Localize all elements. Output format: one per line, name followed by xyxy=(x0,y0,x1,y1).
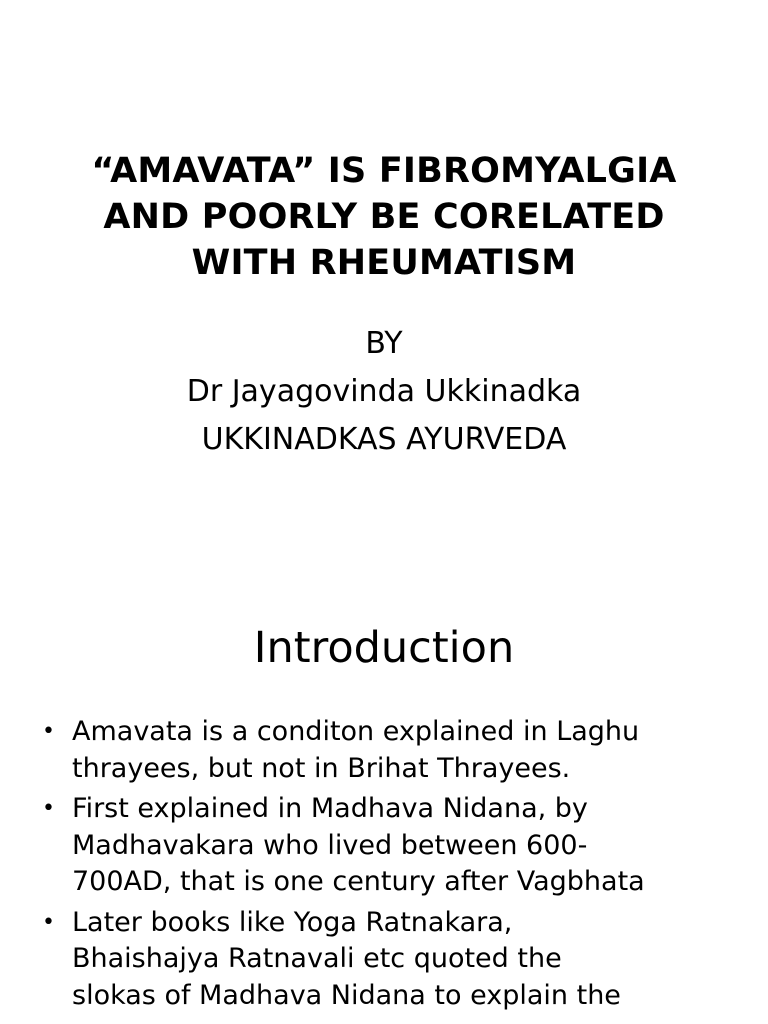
bullet-1-line-2: thrayees, but not in Brihat Thrayees. xyxy=(72,752,571,784)
introduction-slide xyxy=(0,576,768,1024)
bullet-list xyxy=(42,714,732,1018)
bullet-3-line-1: Later books like Yoga Ratnakara, xyxy=(72,906,513,938)
bullet-icon: • xyxy=(42,909,55,935)
bullet-icon: • xyxy=(42,796,55,821)
bullet-item-3 xyxy=(42,905,732,1015)
section-heading: Introduction xyxy=(253,623,515,673)
bullet-icon: • xyxy=(42,719,55,744)
bullet-2-line-2: Madhavakara who lived between 600- xyxy=(72,829,588,861)
bullet-item-1 xyxy=(42,714,732,787)
bullet-1-line-1: Amavata is a conditon explained in Laghu xyxy=(72,716,640,747)
author-name: Dr Jayagovinda Ukkinadka xyxy=(186,374,582,409)
subtitle-by: BY xyxy=(365,326,403,361)
bullet-2-line-1: First explained in Madhava Nidana, by xyxy=(72,793,588,824)
organization-name: UKKINADKAS AYURVEDA xyxy=(201,422,567,457)
slide-subtitle xyxy=(40,320,728,464)
bullet-3-line-2: Bhaishajya Ratnavali etc quoted the xyxy=(72,943,562,974)
slide-title-line-3: WITH RHEUMATISM xyxy=(191,243,577,283)
bullet-3-line-3: slokas of Madhava Nidana to explain the xyxy=(72,979,621,1011)
slide-title xyxy=(40,148,728,286)
slide-title-line-2: AND POORLY BE CORELATED xyxy=(103,197,665,237)
bullet-2-line-3: 700AD, that is one century after Vagbhata xyxy=(72,866,645,897)
bullet-item-2 xyxy=(42,791,732,901)
slide-title-line-1: “AMAVATA” IS FIBROMYALGIA xyxy=(91,151,677,191)
